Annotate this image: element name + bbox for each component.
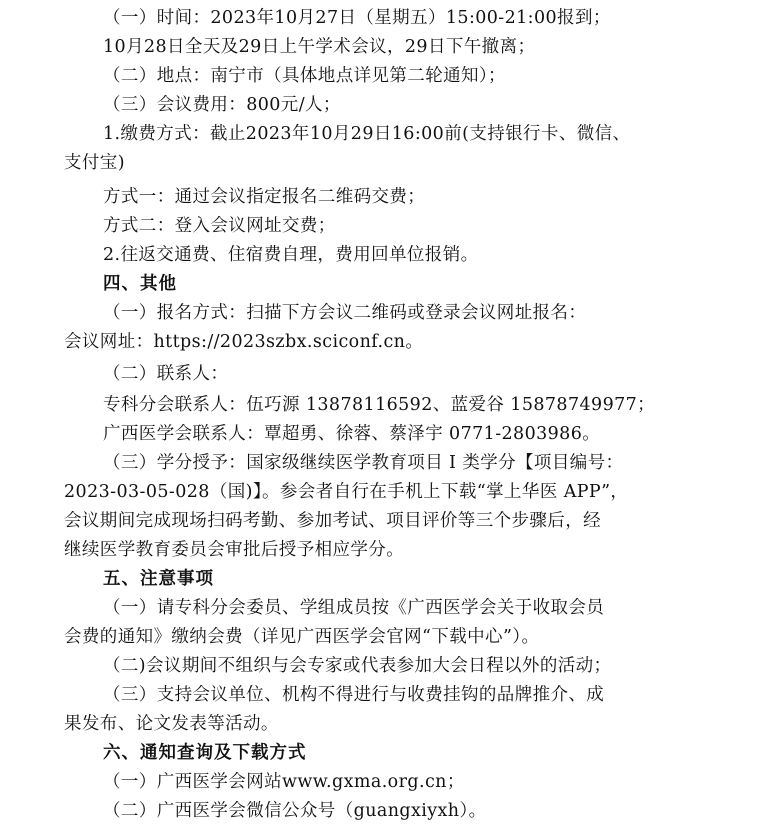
registration-method-line: （一）报名方式：扫描下方会议二维码或登录会议网址报名： bbox=[103, 303, 587, 323]
notes-item-3: （三）支持会议单位、机构不得进行与收费挂钩的品牌推介、成 bbox=[103, 685, 605, 705]
credit-line-3: 会议期间完成现场扫码考勤、参加考试、项目评价等三个步骤后，经 bbox=[64, 511, 601, 531]
query-wechat-line: （二）广西医学会微信公众号（guangxiyxh）。 bbox=[103, 801, 487, 821]
travel-expense-line: 2.往返交通费、住宿费自理，费用回单位报销。 bbox=[103, 245, 479, 265]
section-heading-notes: 五、注意事项 bbox=[103, 569, 214, 589]
payment-method-continuation: 支付宝) bbox=[64, 153, 125, 173]
association-contacts-line: 广西医学会联系人：覃超勇、徐蓉、蔡泽宇 0771-2803986。 bbox=[103, 424, 601, 444]
schedule-line: 10月28日全天及29日上午学术会议，29日下午撤离； bbox=[103, 37, 536, 57]
location-line: （二）地点：南宁市（具体地点详见第二轮通知）； bbox=[103, 66, 506, 86]
time-line: （一）时间：2023年10月27日（星期五）15:00-21:00报到； bbox=[103, 8, 611, 28]
credit-line-4: 继续医学教育委员会审批后授予相应学分。 bbox=[64, 540, 405, 560]
option-two-line: 方式二：登入会议网址交费； bbox=[103, 216, 336, 236]
credit-line: （三）学分授予：国家级继续医学教育项目 I 类学分【项目编号： bbox=[103, 453, 624, 473]
fee-line: （三）会议费用：800元/人； bbox=[103, 95, 341, 115]
notes-item-3-continuation: 果发布、论文发表等活动。 bbox=[64, 714, 279, 734]
credit-line-2: 2023-03-05-028（国)】。参会者自行在手机上下载“掌上华医 APP”， bbox=[64, 482, 629, 502]
section-heading-query: 六、通知查询及下载方式 bbox=[103, 743, 307, 763]
payment-method-line: 1.缴费方式：截止2023年10月29日16:00前(支持银行卡、微信、 bbox=[103, 124, 631, 144]
notes-item-1-continuation: 会费的通知》缴纳会费（详见广西医学会官网“下载中心”）。 bbox=[64, 627, 540, 647]
contacts-heading-line: （二）联系人： bbox=[103, 364, 229, 384]
notes-item-1: （一）请专科分会委员、学组成员按《广西医学会关于收取会员 bbox=[103, 598, 605, 618]
query-website-line: （一）广西医学会网站www.gxma.org.cn； bbox=[103, 772, 465, 792]
notes-item-2: （二)会议期间不组织与会专家或代表参加大会日程以外的活动； bbox=[103, 656, 612, 676]
option-one-line: 方式一：通过会议指定报名二维码交费； bbox=[103, 187, 426, 207]
branch-contacts-line: 专科分会联系人：伍巧源 13878116592、蓝爱谷 15878749977； bbox=[103, 395, 656, 415]
website-line: 会议网址：https://2023szbx.sciconf.cn。 bbox=[64, 332, 424, 352]
section-heading-other: 四、其他 bbox=[103, 274, 177, 294]
